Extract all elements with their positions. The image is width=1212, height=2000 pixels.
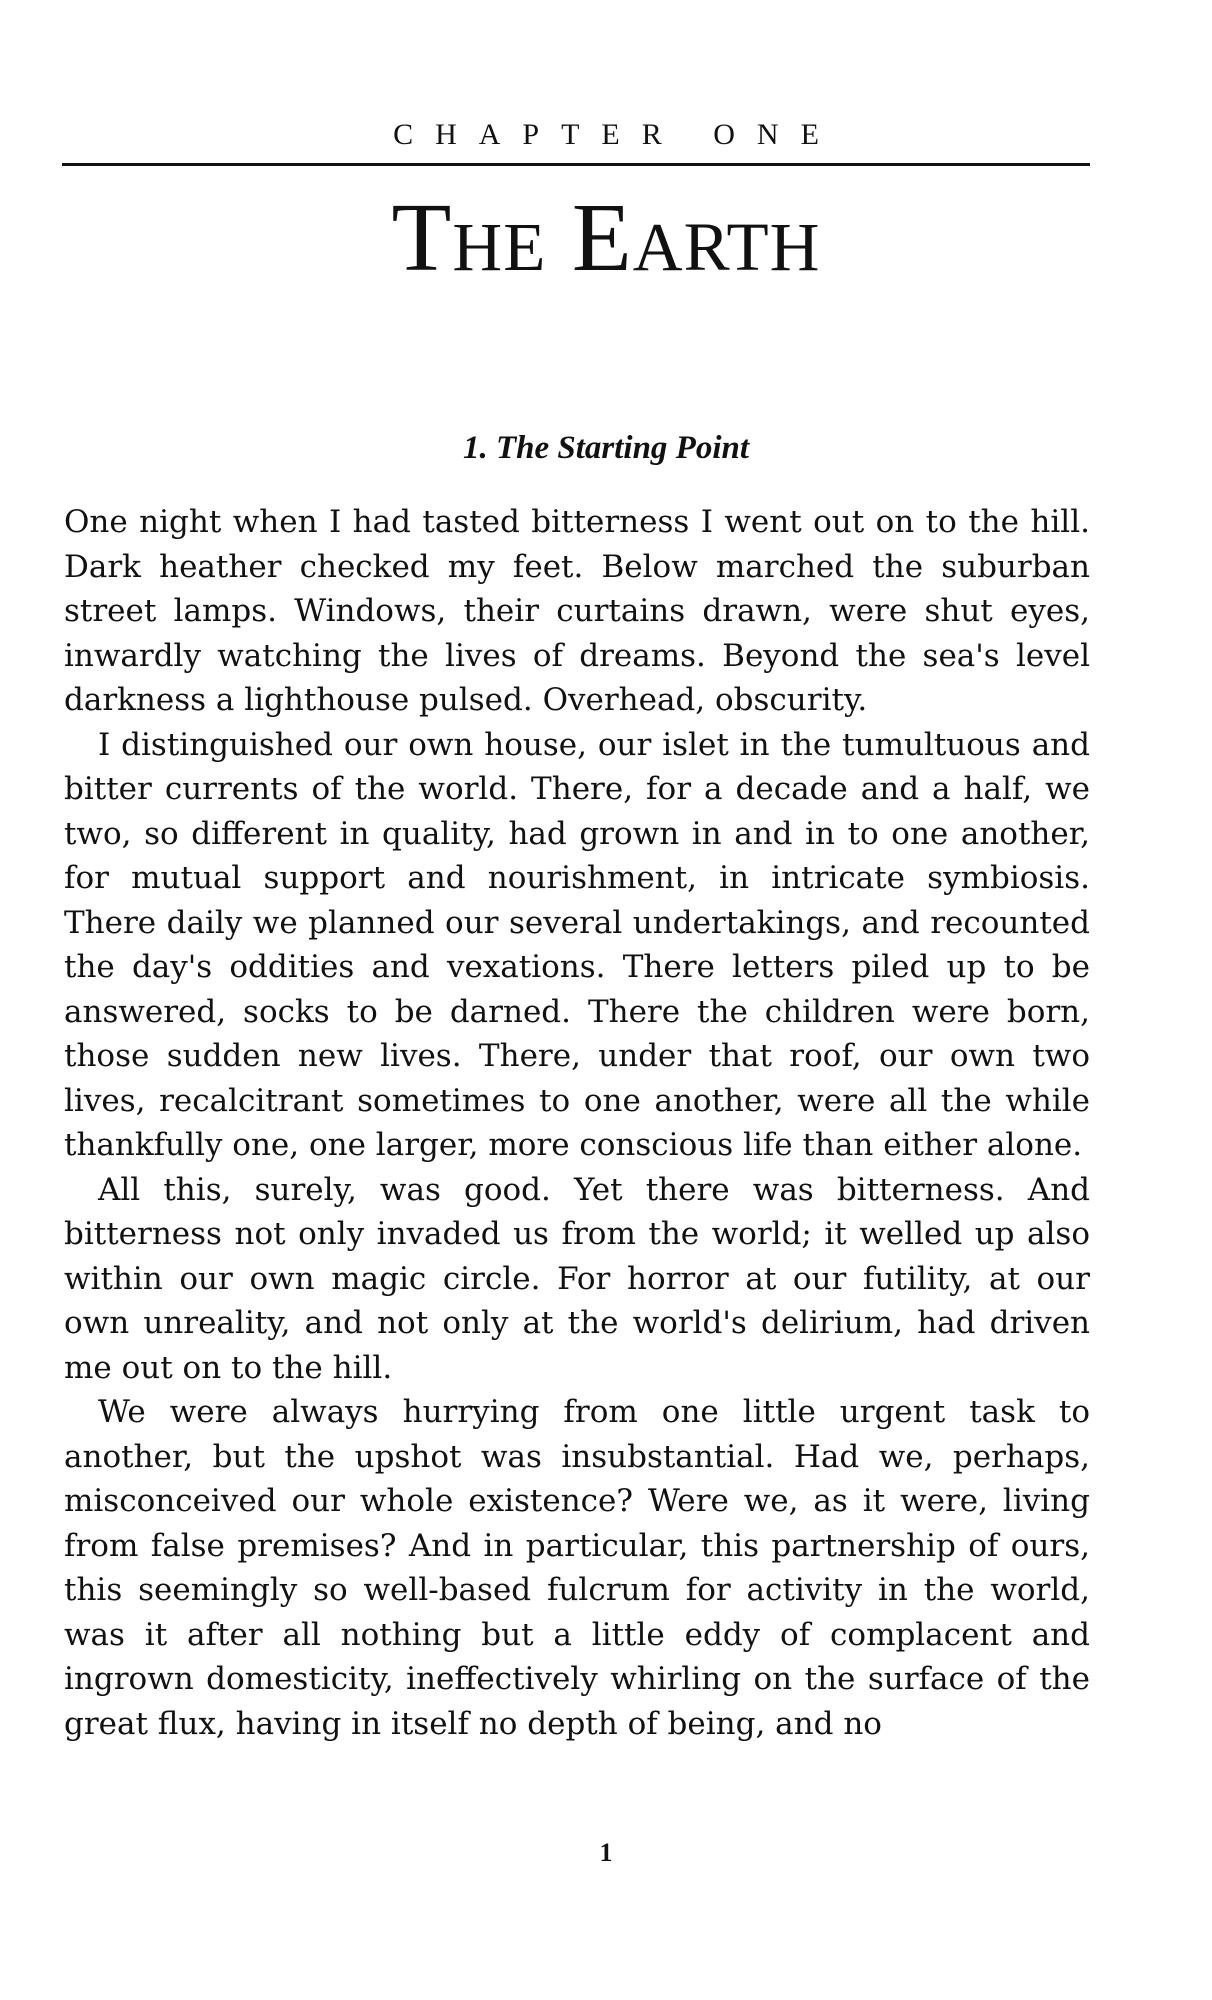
chapter-title: The Earth <box>391 184 821 292</box>
section-heading: 1. The Starting Point <box>462 430 750 466</box>
chapter-label: CHAPTER ONE <box>393 118 841 151</box>
body-text <box>64 500 1090 1746</box>
paragraph: All this, surely, was good. Yet there was bitterness. And bitterness not only invaded us from the world; it welled up also within our own magic circle. For horror at our futility, at our own unreality, and not only at the world's delirium, had driven me out on to the hill. <box>64 1171 1090 1386</box>
paragraph: I distinguished our own house, our islet in the tumultuous and bitter currents of the world. There, for a decade and a half, we two, so different in quality, had grown in and in to one another, for mutual support and nourishment, in intricate symbiosis. There daily we planned our several undertakings, and recounted the day's oddities and vexations. There letters piled up to be answered, socks to be darned. There the children were born, those sudden new lives. There, under that roof, our own two lives, recalcitrant sometimes to one another, were all the while thankfully one, one larger, more conscious life than either alone. <box>64 726 1090 1163</box>
chapter-rule <box>62 163 1090 166</box>
paragraph: One night when I had tasted bitterness I went out on to the hill. Dark heather checked my feet. Below marched the suburban street lamps. Windows, their curtains drawn, were shut eyes, inwardly watching the lives of dreams. Beyond the sea's level darkness a lighthouse pulsed. Overhead, obscurity. <box>64 504 1090 718</box>
paragraph: We were always hurrying from one little urgent task to another, but the upshot was insubstantial. Had we, perhaps, misconceived our whole existence? Were we, as it were, living from false premises? And in particular, this partnership of ours, this seemingly so well-based fulcrum for activity in the world, was it after all nothing but a little eddy of complacent and ingrown domesticity, ineffectively whirling on the surface of the great flux, having in itself no depth of being, and no <box>64 1394 1090 1742</box>
page-number: 1 <box>599 1838 613 1867</box>
